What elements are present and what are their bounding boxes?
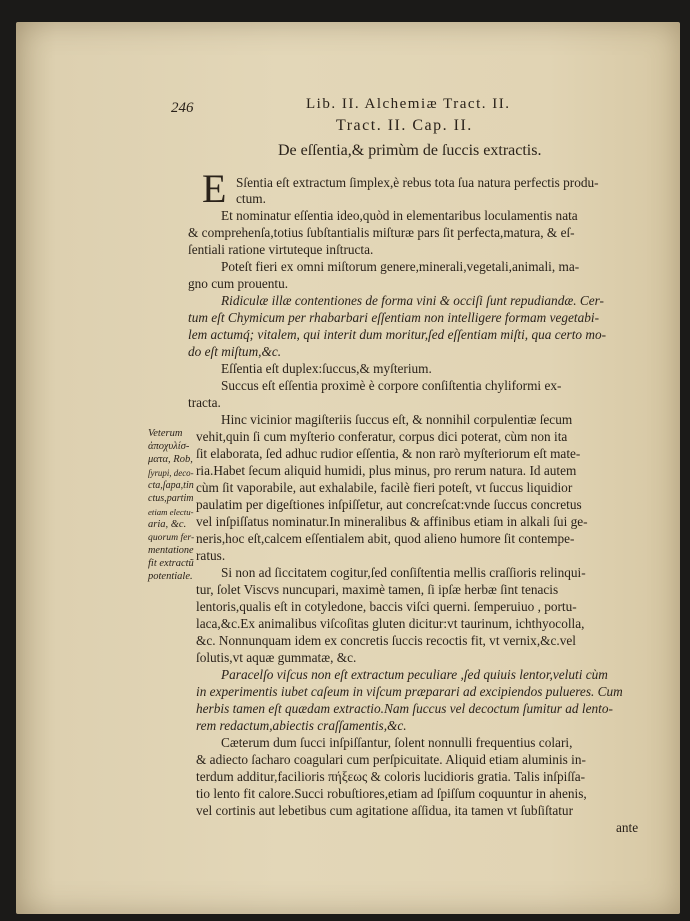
book-page [16,22,680,914]
body-line: neris,hoc eſt,calcem eſſentialem abit, quod alieno humore ſit contempe- [196,531,575,546]
page-number: 246 [171,100,194,116]
body-line: lentoris,qualis eſt in cotyledone, baccis viſci querni. ſemperuiuo , portu- [196,599,577,614]
catchword: ante [616,820,639,835]
marginal-note-line: ctus,partim [148,493,194,504]
section-title: De eſſentia,& primùm de ſuccis extractis. [278,142,542,159]
marginal-note-line: Veterum [148,428,183,439]
marginal-note-line: quorum fer- [148,532,195,543]
body-line: tracta. [188,395,221,410]
body-line: laca,&c.Ex animalibus viſcoſitas gluten dicitur:vt taurinum, ichthyocolla, [196,616,585,631]
quote-line: tum eſt Chymicum per rhabarbari eſſentiam non intelligere formam vegetabi- [188,310,600,325]
quote-line: Ridiculæ illæ contentiones de forma vini & occiſi ſunt repudiandæ. Cer- [221,293,604,308]
body-line: paulatim per digeſtiones inſpiſſetur, aut concreſcat:vnde ſuccus concretus [196,497,582,512]
body-line: & adiecto ſacharo coagulari cum perſpicuitate. Aliquid etiam aluminis in- [196,752,586,767]
chapter-heading: Tract. II. Cap. II. [336,117,473,134]
marginal-note-line: aria, &c. [148,519,187,530]
body-line: Poteſt fieri ex omni miſtorum genere,minerali,vegetali,animali, ma- [221,259,580,274]
body-line: gno cum prouentu. [188,276,289,291]
body-line: vel cortinis aut lebetibus cum agitatione aſſidua, ita tamen vt ſubſiſtatur [196,803,574,818]
marginal-note-line: fit extractũ [148,558,194,569]
body-line: Succus eſt eſſentia proximè è corpore conſiſtentia chyliformi ex- [221,378,562,393]
body-line: Cæterum dum ſucci inſpiſſantur, ſolent nonnulli frequentius colari, [221,735,573,750]
body-line: & comprehenſa,totius ſubſtantialis miſturæ pars ſit perfecta,matura, & eſ- [188,225,575,240]
body-line: &c. Nonnunquam idem ex concretis ſuccis recoctis fit, vt vernix,&c.vel [196,633,576,648]
marginal-note-line: ſyrupi, deco- [148,468,194,478]
body-line: Hinc vicinior magiſteriis ſuccus eſt, & nonnihil corpulentiæ ſecum [221,412,573,427]
marginal-note-line: cta,ſapa,tin [148,480,194,491]
body-line: Si non ad ſiccitatem cogitur,ſed conſiſtentia mellis craſſioris relinqui- [221,565,586,580]
body-line: ria.Habet ſecum aliquid humidi, plus minus, pro rerum natura. Id autem [196,463,577,478]
body-line: Et nominatur eſſentia ideo,quòd in elementaribus loculamentis nata [221,208,578,223]
body-line: ratus. [196,548,226,563]
body-line: Sſentia eſt extractum ſimplex,è rebus tota ſua natura perfectis produ- [236,175,599,190]
body-line: ſit elaborata, ſed adhuc rudior eſſentia, & non rarò myſteriorum eſt mate- [196,446,581,461]
running-head: Lib. II. Alchemiæ Tract. II. [306,96,511,112]
drop-capital: E [202,166,227,211]
quote-line: lem actumq́; vitalem, qui interit dum moritur,ſed eſſentiam miſti, qua certo mo- [188,327,607,342]
marginal-note-line: ματα, Rob, [148,454,193,465]
quote-line: in experimentis iubet caſeum in viſcum præparari ad excipiendos pulueres. Cum [196,684,623,699]
body-line: Eſſentia eſt duplex:ſuccus,& myſterium. [221,361,432,376]
quote-line: rem redactum,abiectis craſſamentis,&c. [196,718,407,733]
quote-line: Paracelſo viſcus non eſt extractum peculiare ,ſed quiuis lentor,veluti cùm [221,667,608,682]
body-line: vehit,quin ſi cum myſterio conferatur, corpus dici poterat, cùm non ita [196,429,568,444]
body-line: ſolutis,vt aquæ gummatæ, &c. [196,650,357,665]
body-line: tio lento fit calore.Succi robuſtiores,etiam ad ſpiſſum coquuntur in ahenis, [196,786,587,801]
marginal-note-line: ἀποχυλίσ- [148,441,190,452]
body-line: cùm ſit vaporabile, aut exhalabile, facilè fieri poteſt, vt ſuccus liquidior [196,480,573,495]
quote-line: do eſt miſtum,&c. [188,344,282,359]
body-line: vel inſpiſſatus nominatur.In mineralibus & affinibus etiam in alkali ſui ge- [196,514,588,529]
body-line: tur, ſolet Viscvs nuncupari, maximè tamen, ſi ipſæ herbæ ſint tenacis [196,582,559,597]
body-line: ctum. [236,191,266,206]
marginal-note-line: etiam electu- [148,507,194,517]
quote-line: herbis tamen eſt quædam extractio.Nam ſuccus vel decoctum ſumitur ad lento- [196,701,613,716]
body-line: ſentiali ratione virtuteque inſtructa. [188,242,374,257]
body-line: terdum additur,facilioris πήξεως & coloris lucidioris gratia. Talis inſpiſſa- [196,769,586,784]
marginal-note-line: potentiale. [148,571,193,582]
marginal-note-line: mentatione [148,545,194,556]
